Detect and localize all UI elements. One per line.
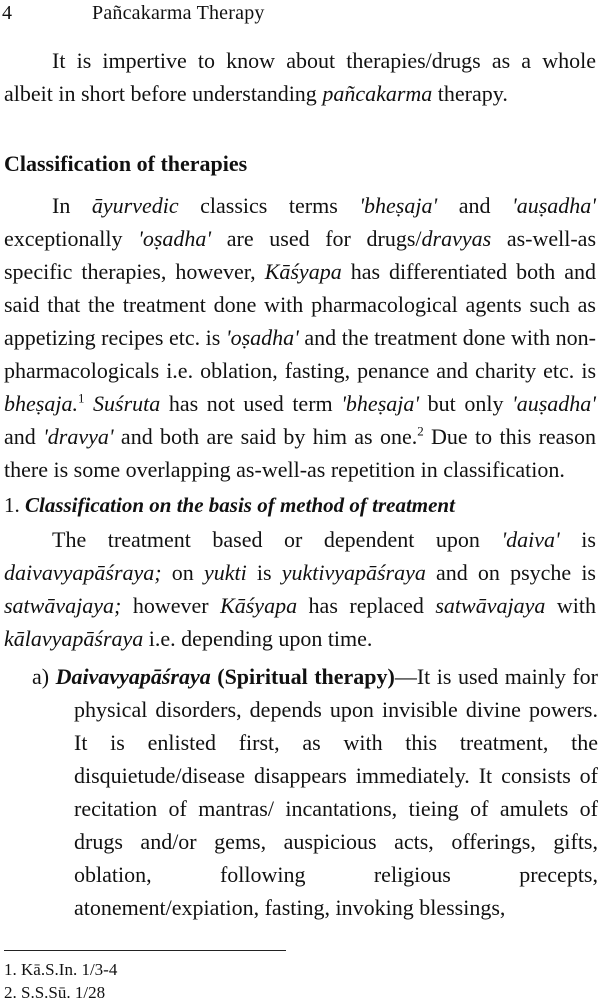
p2-text: and on psyche is — [425, 560, 596, 585]
running-title: Pañcakarma Therapy — [92, 2, 265, 24]
p1-term: Kāśyapa — [264, 259, 342, 284]
page-header — [0, 0, 600, 32]
p1-term: 'dravya' — [43, 424, 114, 449]
subsection-heading — [4, 489, 596, 522]
p2-text: has replaced — [297, 593, 436, 618]
p1-term: Suśruta — [93, 391, 161, 416]
p1-term: 'auṣadha' — [512, 391, 596, 416]
p2-text: with — [545, 593, 596, 618]
intro-paragraph — [4, 44, 596, 110]
footnote-ref-2: 2 — [417, 423, 424, 439]
p1-term: 'oṣadha' — [225, 325, 299, 350]
footnote-ref-1: 1 — [77, 390, 85, 406]
intro-text: It is impertive to know about therapies/drugs as a whole albeit in short before understanding — [4, 48, 596, 106]
p1-term: āyurvedic — [91, 193, 179, 218]
p1-text: are used for drugs/ — [211, 226, 422, 251]
p1-text — [84, 391, 93, 416]
section-heading: Classification of therapies — [4, 151, 248, 176]
intro-term: pañcakarma — [322, 81, 433, 106]
p2-term: daivavyapāśraya; — [4, 560, 162, 585]
p1-text: In — [52, 193, 92, 218]
list-marker-a: a) — [32, 664, 50, 689]
footnote-2: 2. S.S.Sū. 1/28 — [4, 983, 106, 1002]
p1-text: has differentiated both and said that the treatment done with pharmacological agents such as appetizing recipes etc. is — [4, 259, 596, 350]
list-item-a-body — [32, 660, 598, 924]
p2-text: is — [559, 527, 596, 552]
item-a-title: Daivavyapāśraya — [55, 664, 211, 689]
footnotes — [4, 958, 404, 1004]
p1-term: dravyas — [421, 226, 492, 251]
p2-text: is — [246, 560, 282, 585]
p1-text: as-well-as specific therapies, however, — [4, 226, 597, 284]
classification-paragraph — [4, 189, 596, 486]
p1-text: Due to this reason there is some overlapping as-well-as repetition in classification. — [4, 424, 596, 482]
p1-term: 'auṣadha' — [512, 193, 596, 218]
p1-text: and — [4, 424, 44, 449]
p2-term: yukti — [203, 560, 247, 585]
p2-text: i.e. depending upon time. — [143, 626, 373, 651]
p1-term: bheṣaja. — [4, 391, 78, 416]
p1-text: classics terms — [178, 193, 360, 218]
p2-term: satwāvajaya; — [4, 593, 122, 618]
p2-text: The treatment based or dependent upon — [52, 527, 502, 552]
p1-text: exceptionally — [4, 226, 139, 251]
p1-term: 'oṣadha' — [138, 226, 212, 251]
intro-text-end: therapy. — [432, 81, 508, 106]
method-paragraph — [4, 523, 596, 655]
p1-text: and both are said by him as one. — [113, 424, 418, 449]
p1-text: has not used term — [160, 391, 342, 416]
p2-text: on — [161, 560, 204, 585]
p2-term: kālavyapāśraya — [4, 626, 144, 651]
item-a-text: —It is used mainly for physical disorders, depends upon invisible divine powers. It is enlisted first, as with this treatment, the disquietude/disease disappears immediately. It consists of recitation of mantras/ incantations, tieing of amulets of drugs and/or gems, auspicious acts, offerings, gifts, oblation, following religious precepts, atonement/expiation, fasting, invoking blessings, — [74, 664, 598, 920]
subsection-title: Classification on the basis of method of treatment — [25, 493, 455, 517]
p2-term: satwāvajaya — [435, 593, 546, 618]
item-a-subtitle: (Spiritual therapy) — [217, 664, 395, 689]
subsection-number: 1. — [4, 493, 20, 517]
p1-text: but only — [419, 391, 513, 416]
p1-term: 'bheṣaja' — [359, 193, 438, 218]
p1-text: and — [437, 193, 513, 218]
p2-term: yuktivyapāśraya — [281, 560, 426, 585]
page-number: 4 — [2, 2, 12, 24]
p1-text: and the treatment done with non-pharmacologicals i.e. oblation, fasting, penance and charity etc. is — [4, 325, 596, 383]
p1-term: 'bheṣaja' — [341, 391, 420, 416]
footnote-1: 1. Kā.S.In. 1/3-4 — [4, 960, 118, 979]
p2-text: however — [121, 593, 221, 618]
footnote-divider — [4, 950, 286, 951]
list-item-a — [32, 660, 598, 924]
p2-term: Kāśyapa — [220, 593, 298, 618]
p2-term: 'daiva' — [501, 527, 560, 552]
